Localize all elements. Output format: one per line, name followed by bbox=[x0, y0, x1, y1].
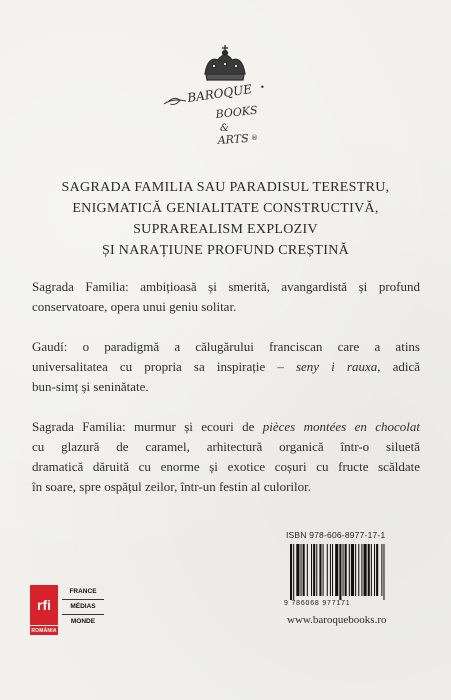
logo-text-baroque: BAROQUE bbox=[186, 82, 253, 105]
headline-line: ȘI NARAȚIUNE PROFUND CREȘTINĂ bbox=[101, 243, 350, 258]
barcode-icon bbox=[288, 544, 418, 600]
logo-text-amp: & bbox=[220, 123, 229, 134]
paragraph-line: Gaudí: o paradigmă a călugărului franciscan care a atins bbox=[32, 339, 420, 354]
barcode-bar bbox=[345, 544, 347, 596]
headline-line: SUPRAREALISM EXPLOZIV bbox=[133, 222, 318, 237]
paragraph-line: bun-simț și seninătate. bbox=[32, 379, 149, 394]
italic-phrase: seny i rauxa, bbox=[295, 359, 381, 374]
paragraph-line: în soare, spre ospățul zeilor, într-un festin al culorilor. bbox=[32, 479, 312, 494]
barcode-bar bbox=[374, 544, 375, 596]
logo-text-books: BOOKS bbox=[214, 103, 259, 121]
rfi-label: rfi bbox=[37, 597, 51, 613]
france-medias-monde-logo bbox=[62, 585, 104, 637]
text-run: universalitatea cu propria sa inspirație – bbox=[32, 359, 296, 374]
barcode-bar bbox=[368, 544, 370, 596]
barcode-bar bbox=[319, 544, 321, 596]
barcode-bar bbox=[343, 544, 344, 596]
publisher-logo bbox=[160, 40, 290, 150]
barcode-bar bbox=[376, 544, 378, 596]
fmm-line: FRANCE bbox=[62, 585, 104, 600]
barcode-bar bbox=[290, 544, 292, 600]
barcode-bar bbox=[335, 544, 338, 596]
paragraph-line bbox=[32, 357, 420, 377]
barcode-bar bbox=[351, 544, 354, 596]
paragraph-sagrada-intro bbox=[32, 277, 420, 317]
barcode-bar bbox=[293, 544, 294, 600]
barcode-bar bbox=[381, 544, 382, 596]
barcode-bar bbox=[307, 544, 308, 596]
paragraph-line: cu glazură de caramel, arhitectură organică într-o siluetă bbox=[32, 439, 420, 454]
barcode-bar bbox=[313, 544, 315, 596]
barcode-bar bbox=[361, 544, 362, 596]
text-run: Sagrada Familia: murmur și ecouri de bbox=[32, 419, 263, 434]
fmm-line: MÉDIAS bbox=[62, 600, 104, 615]
publisher-website[interactable]: www.baroquebooks.ro bbox=[287, 614, 387, 626]
isbn-label: ISBN 978-606-8977-17-1 bbox=[286, 530, 386, 540]
barcode-bar bbox=[296, 544, 299, 596]
paragraph-line: dramatică dăruită cu enorme și exotice coșuri cu fructe scăldate bbox=[32, 459, 420, 474]
barcode-bar bbox=[327, 544, 328, 596]
barcode-bar bbox=[364, 544, 367, 596]
barcode-bar bbox=[316, 544, 317, 596]
barcode-bar bbox=[323, 544, 324, 596]
barcode-bar bbox=[330, 544, 331, 596]
text-run: adică bbox=[380, 359, 421, 374]
barcode-bar bbox=[303, 544, 305, 596]
barcode-bar bbox=[355, 544, 356, 596]
fmm-line: MONDE bbox=[70, 618, 96, 625]
headline bbox=[20, 177, 431, 261]
paragraph-line: conservatoare, opera unui geniu solitar. bbox=[32, 299, 237, 314]
logo-text-mark: • bbox=[260, 83, 265, 92]
crown-icon bbox=[160, 40, 290, 150]
logo-text-arts: ARTS bbox=[217, 131, 250, 147]
barcode-bar bbox=[332, 544, 333, 596]
barcode-bar bbox=[339, 544, 341, 600]
rfi-logo bbox=[30, 585, 58, 625]
barcode-number: 9 786068 977171 bbox=[284, 600, 351, 607]
italic-phrase: pièces montées en chocolat bbox=[262, 419, 420, 434]
rfi-romania-label: ROMÂNIA bbox=[31, 627, 57, 634]
barcode-bar bbox=[301, 544, 302, 596]
barcode-bar bbox=[371, 544, 372, 596]
headline-line: SAGRADA FAMILIA SAU PARADISUL TERESTRU, bbox=[61, 180, 390, 195]
barcode-bar bbox=[358, 544, 359, 596]
registered-mark: ® bbox=[251, 134, 258, 142]
paragraph-line bbox=[32, 417, 420, 437]
paragraph-gaudi bbox=[32, 337, 420, 397]
barcode-bar bbox=[383, 544, 384, 600]
paragraph-line: Sagrada Familia: ambițioasă și smerită, avangardistă și profund bbox=[32, 279, 420, 294]
barcode-bar bbox=[311, 544, 312, 596]
barcode-bar bbox=[349, 544, 350, 596]
headline-line: ENIGMATICĂ GENIALITATE CONSTRUCTIVĂ, bbox=[72, 201, 379, 216]
paragraph-chocolat bbox=[32, 417, 420, 497]
